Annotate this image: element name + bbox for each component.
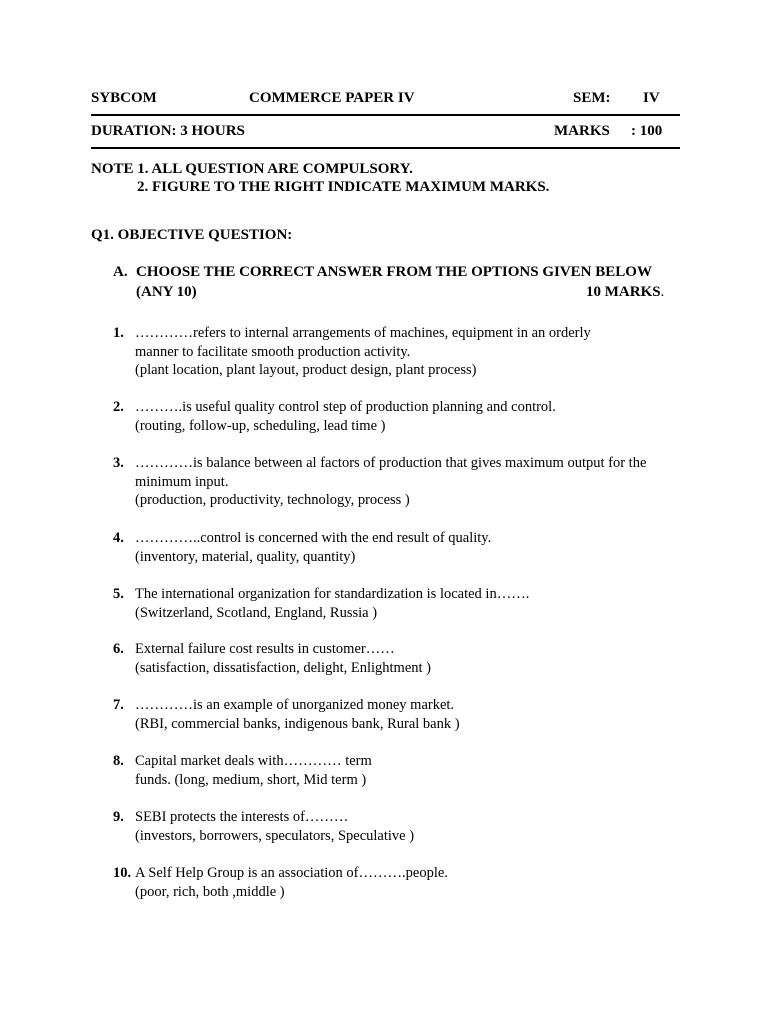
question-text: manner to facilitate smooth production activity. [135,343,411,360]
question-10 [113,864,693,901]
question-text: Capital market deals with………… term [135,753,372,769]
duration-divider [91,147,680,149]
part-marks [586,284,664,301]
question-text: minimum input. [135,473,229,490]
question-5 [113,585,693,622]
question-text: …………is an example of unorganized money market. [135,697,455,713]
question-7 [113,696,693,733]
question-text: …………refers to internal arrangements of machines, equipment in an orderly [135,325,591,341]
question-options: (investors, borrowers, speculators, Speculative ) [135,827,415,844]
marks-label: MARKS [554,123,610,139]
header-divider [91,114,680,116]
question-text: …………..control is concerned with the end result of quality. [135,530,492,546]
paper-title: COMMERCE PAPER IV [249,90,415,106]
part-any: (ANY 10) [136,284,197,300]
question-6 [113,640,693,677]
sem-label: SEM: [573,90,611,106]
question-3 [113,454,693,510]
question-text: The international organization for standardization is located in……. [135,586,530,602]
question-number: 4. [113,530,124,546]
question-text: …………is balance between al factors of production that gives maximum output for the [135,455,647,471]
question-number: 7. [113,697,124,713]
question-4 [113,529,693,566]
part-instruction: CHOOSE THE CORRECT ANSWER FROM THE OPTIONS GIVEN BELOW [136,264,652,280]
question-options: (satisfaction, dissatisfaction, delight, Enlightment ) [135,659,431,676]
question-text: External failure cost results in customer…… [135,641,395,657]
section-title: Q1. OBJECTIVE QUESTION: [91,227,293,243]
question-number: 1. [113,325,124,341]
question-number: 9. [113,809,124,825]
question-options: (RBI, commercial banks, indigenous bank, Rural bank ) [135,715,460,732]
note-line-1: NOTE 1. ALL QUESTION ARE COMPULSORY. [91,161,413,177]
question-options: (routing, follow-up, scheduling, lead time ) [135,417,386,434]
question-number: 3. [113,455,124,471]
question-number: 2. [113,399,124,415]
question-1 [113,324,693,380]
marks-value: : 100 [631,123,663,139]
question-options: (production, productivity, technology, process ) [135,492,410,508]
part-label: A. [113,264,128,280]
question-options: funds. (long, medium, short, Mid term ) [135,771,367,788]
question-options: (poor, rich, both ,middle ) [135,883,285,900]
question-number: 10. [113,865,132,881]
question-number: 6. [113,641,124,657]
note-line-2: 2. FIGURE TO THE RIGHT INDICATE MAXIMUM MARKS. [137,179,550,195]
question-2 [113,398,693,435]
question-text: ……….is useful quality control step of production planning and control. [135,399,556,415]
question-number: 5. [113,586,124,602]
question-number: 8. [113,753,124,769]
course-name: SYBCOM [91,90,157,106]
part-marks-dot: . [660,284,665,300]
sem-value: IV [643,90,660,106]
duration: DURATION: 3 HOURS [91,123,245,139]
question-text: A Self Help Group is an association of……….people. [135,865,448,881]
part-marks-text: 10 MARKS [586,284,661,300]
question-9 [113,808,693,845]
question-8 [113,752,693,789]
question-text: SEBI protects the interests of……… [135,809,349,825]
question-options: (Switzerland, Scotland, England, Russia ) [135,604,378,621]
question-options: (plant location, plant layout, product design, plant process) [135,362,477,378]
question-options: (inventory, material, quality, quantity) [135,548,356,565]
